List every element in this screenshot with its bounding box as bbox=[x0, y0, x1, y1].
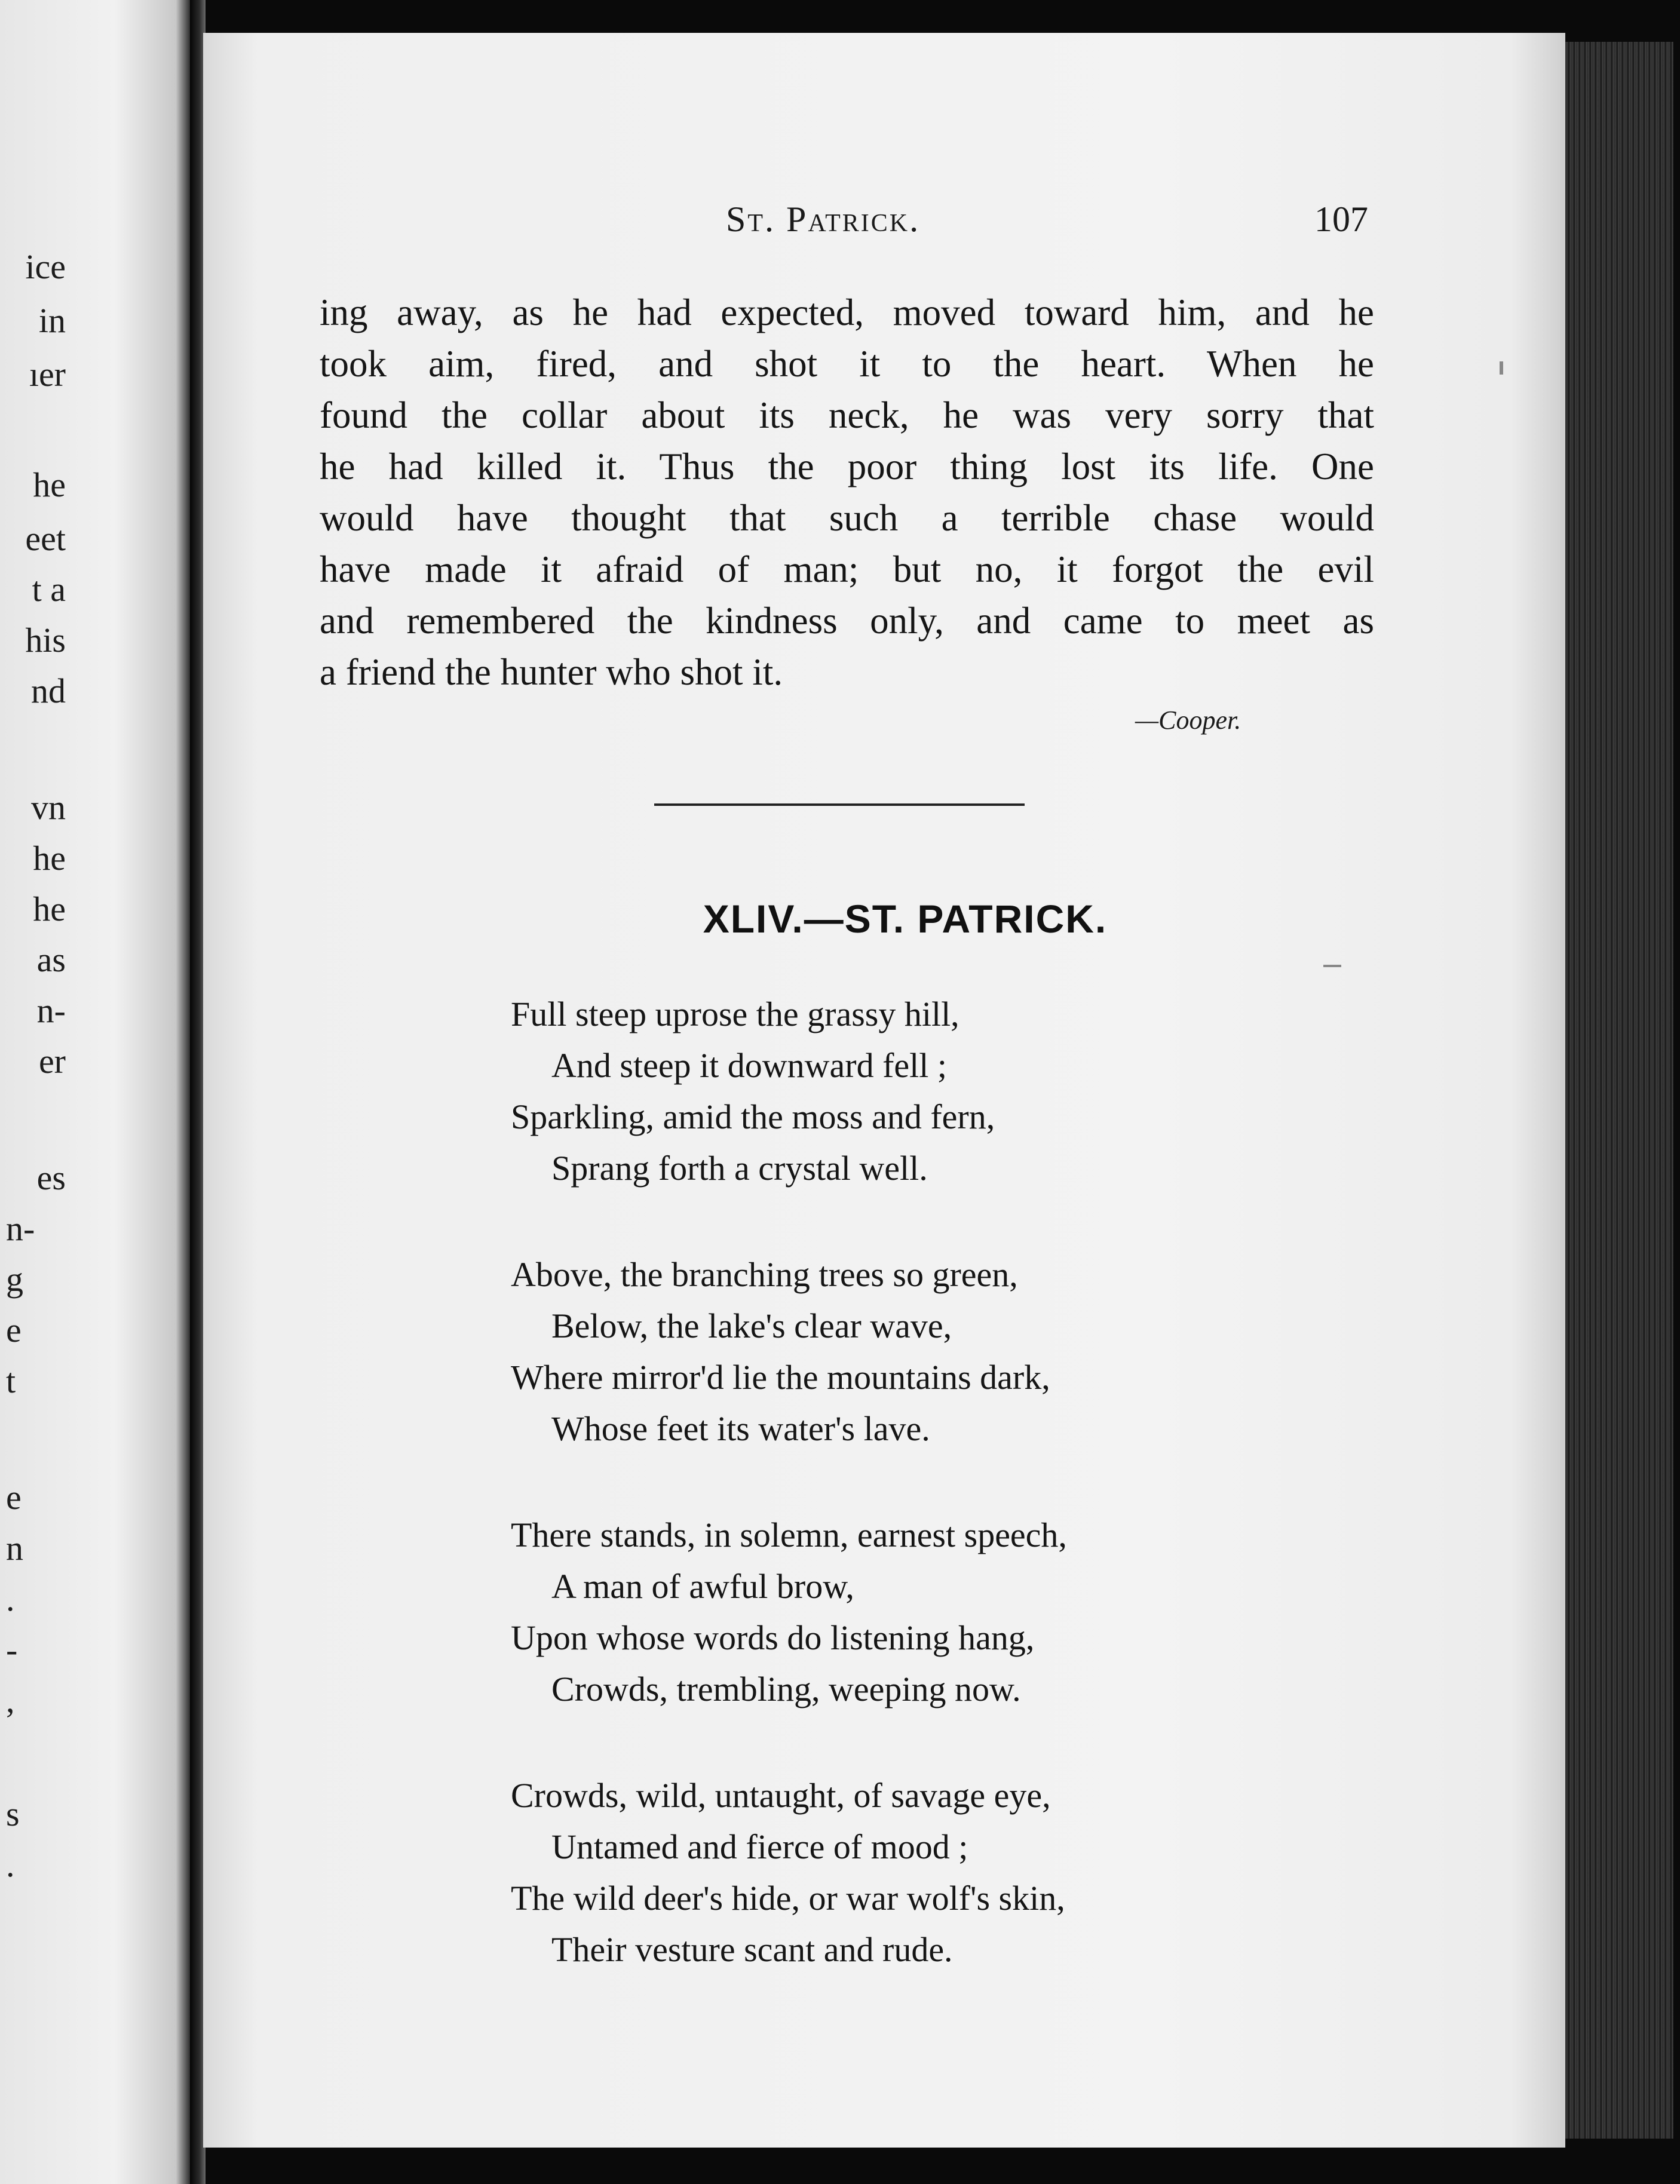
poem-line: Below, the lake's clear wave, bbox=[551, 1306, 952, 1345]
poem-stanza bbox=[511, 1249, 1067, 1455]
left-fragment: eet bbox=[25, 519, 66, 558]
previous-page-fragment bbox=[0, 0, 191, 2184]
left-fragment: as bbox=[36, 940, 66, 979]
poem-line: Crowds, trembling, weeping now. bbox=[551, 1670, 1021, 1708]
poem-stanza bbox=[511, 1510, 1067, 1715]
attribution: —Cooper. bbox=[1135, 705, 1241, 735]
poem-line: Where mirror'd lie the mountains dark, bbox=[511, 1358, 1050, 1397]
poem-line: Full steep uprose the grassy hill, bbox=[511, 995, 959, 1033]
left-fragment: es bbox=[36, 1158, 66, 1197]
left-fragment: he bbox=[33, 465, 66, 504]
left-fragment: vn bbox=[31, 788, 66, 827]
stray-mark bbox=[1500, 361, 1503, 375]
left-fragment: ice bbox=[25, 247, 66, 286]
poem-line: Untamed and fierce of mood ; bbox=[551, 1827, 968, 1866]
left-fragment: s bbox=[6, 1795, 20, 1833]
left-fragment: nd bbox=[31, 671, 66, 710]
left-fragment: e bbox=[6, 1478, 22, 1517]
poem-line: Their vesture scant and rude. bbox=[551, 1930, 953, 1969]
poem-line: And steep it downward fell ; bbox=[551, 1046, 948, 1085]
poem-line: A man of awful brow, bbox=[551, 1567, 854, 1606]
poem bbox=[511, 989, 1067, 2030]
poem-stanza bbox=[511, 1770, 1067, 1976]
left-fragment: . bbox=[6, 1579, 15, 1618]
left-fragment: n bbox=[6, 1529, 23, 1568]
page-number: 107 bbox=[1314, 200, 1368, 239]
prose-line: and remembered the kindness only, and came to meet as bbox=[320, 600, 1374, 642]
section-divider bbox=[654, 803, 1025, 806]
poem-line: Above, the branching trees so green, bbox=[511, 1255, 1018, 1294]
poem-line: Whose feet its water's lave. bbox=[551, 1409, 930, 1448]
left-fragment: n- bbox=[6, 1209, 35, 1248]
prose-line: took aim, fired, and shot it to the heart. When he bbox=[320, 343, 1374, 385]
prose-line: found the collar about its neck, he was very sorry that bbox=[320, 394, 1374, 436]
left-fragment: , bbox=[6, 1681, 15, 1720]
prose-line: would have thought that such a terrible chase would bbox=[320, 497, 1374, 539]
left-fragment: his bbox=[25, 621, 66, 660]
stray-mark bbox=[1323, 965, 1341, 967]
left-fragment: he bbox=[33, 889, 66, 928]
left-fragment: n- bbox=[36, 991, 66, 1030]
prose-line: he had killed it. Thus the poor thing lost its life. One bbox=[320, 446, 1374, 487]
prose-paragraph bbox=[320, 287, 1374, 698]
poem-line: The wild deer's hide, or war wolf's skin, bbox=[511, 1879, 1065, 1918]
prose-line: a friend the hunter who shot it. bbox=[320, 651, 783, 693]
poem-stanza bbox=[511, 989, 1067, 1194]
running-title: St. Patrick. bbox=[726, 200, 921, 239]
left-fragment: in bbox=[38, 301, 66, 340]
left-fragment: e bbox=[6, 1311, 22, 1349]
left-fragment: g bbox=[6, 1260, 23, 1299]
running-header bbox=[203, 199, 1565, 247]
left-fragment: er bbox=[38, 1042, 66, 1081]
left-fragment: - bbox=[6, 1630, 18, 1669]
book-page bbox=[203, 33, 1565, 2148]
poem-line: There stands, in solemn, earnest speech, bbox=[511, 1516, 1067, 1554]
prose-line: ing away, as he had expected, moved toward him, and he bbox=[320, 292, 1374, 333]
left-fragment: . bbox=[6, 1845, 15, 1884]
prose-line: have made it afraid of man; but no, it forgot the evil bbox=[320, 548, 1374, 590]
poem-line: Sprang forth a crystal well. bbox=[551, 1149, 928, 1188]
page-edges bbox=[1556, 42, 1673, 2139]
left-fragment: t bbox=[6, 1361, 16, 1400]
poem-line: Crowds, wild, untaught, of savage eye, bbox=[511, 1776, 1051, 1815]
poem-line: Upon whose words do listening hang, bbox=[511, 1618, 1035, 1657]
left-fragment: he bbox=[33, 839, 66, 878]
left-fragment: ıer bbox=[29, 355, 66, 394]
left-fragment: t a bbox=[32, 570, 66, 609]
poem-line: Sparkling, amid the moss and fern, bbox=[511, 1097, 995, 1136]
lesson-title: XLIV.—ST. PATRICK. bbox=[703, 897, 1108, 941]
